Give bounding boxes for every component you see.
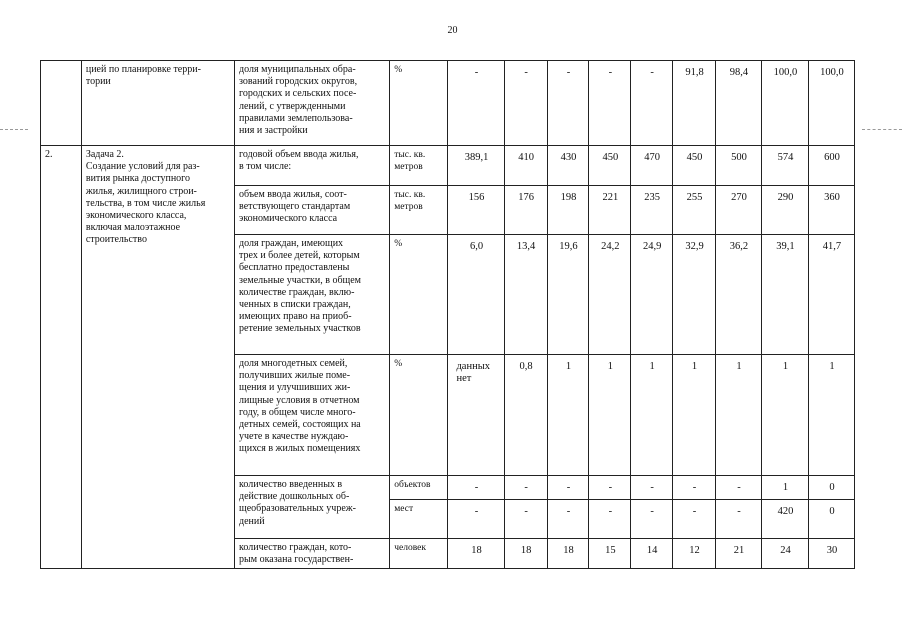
value-cell: - [716, 476, 762, 500]
value-cell: - [504, 500, 547, 539]
unit-cell: % [390, 61, 448, 146]
value-cell: 1 [547, 355, 589, 476]
value-cell: 24,9 [631, 235, 673, 355]
margin-dash-left [0, 129, 28, 131]
value-cell: - [631, 500, 673, 539]
indicator-text: доля многодетных семей, получивших жилые поме- щения и улучшивших жи- лищные условия в отчетном году, в общем числе много- детных семей, состоящих на учете в качестве нуждаю- щихся в жилых помещениях [235, 355, 390, 476]
unit-cell: тыс. кв. метров [390, 186, 448, 235]
unit-cell: объектов [390, 476, 448, 500]
value-cell: 420 [761, 500, 808, 539]
value-cell: - [673, 500, 716, 539]
value-cell: 0 [808, 500, 854, 539]
value-cell: 389,1 [448, 146, 504, 186]
value-cell: - [589, 61, 631, 146]
value-cell: 98,4 [716, 61, 762, 146]
value-cell: 1 [761, 476, 808, 500]
value-cell: 1 [716, 355, 762, 476]
indicators-table [40, 60, 855, 569]
value-cell: - [504, 61, 547, 146]
value-cell: - [547, 61, 589, 146]
value-cell: 450 [589, 146, 631, 186]
value-cell: 430 [547, 146, 589, 186]
value-cell: 221 [589, 186, 631, 235]
value-cell: 32,9 [673, 235, 716, 355]
value-cell: 6,0 [448, 235, 504, 355]
value-cell: 410 [504, 146, 547, 186]
value-cell: 290 [761, 186, 808, 235]
table-row [41, 146, 855, 186]
value-cell: - [547, 476, 589, 500]
value-cell: 24 [761, 539, 808, 569]
margin-dash-right [862, 129, 902, 131]
unit-cell: тыс. кв. метров [390, 146, 448, 186]
value-cell: 198 [547, 186, 589, 235]
indicator-text: доля граждан, имеющих трех и более детей, которым бесплатно предоставлены земельные участки, в общем количестве граждан, вклю- ченных в списки граждан, имеющих право на приоб- ретение земельных участков [235, 235, 390, 355]
value-cell: 13,4 [504, 235, 547, 355]
value-cell: 30 [808, 539, 854, 569]
value-cell: - [448, 476, 504, 500]
unit-cell: мест [390, 500, 448, 539]
indicator-text: годовой объем ввода жилья, в том числе: [235, 146, 390, 186]
value-cell: 574 [761, 146, 808, 186]
value-cell: 91,8 [673, 61, 716, 146]
value-cell: 235 [631, 186, 673, 235]
unit-cell: % [390, 235, 448, 355]
indicator-text: объем ввода жилья, соот- ветствующего стандартам экономического класса [235, 186, 390, 235]
value-cell: данных нет [448, 355, 504, 476]
value-cell: 36,2 [716, 235, 762, 355]
value-cell: - [631, 61, 673, 146]
value-cell: - [716, 500, 762, 539]
value-cell: 1 [761, 355, 808, 476]
value-cell: 176 [504, 186, 547, 235]
value-cell: 0,8 [504, 355, 547, 476]
value-cell: 39,1 [761, 235, 808, 355]
value-cell: 1 [808, 355, 854, 476]
task-text: цией по планировке терри- тории [81, 61, 234, 146]
value-cell: 156 [448, 186, 504, 235]
value-cell: 500 [716, 146, 762, 186]
value-cell: 24,2 [589, 235, 631, 355]
page-number: 20 [447, 25, 458, 36]
row-number: 2. [41, 146, 82, 569]
value-cell: 18 [448, 539, 504, 569]
value-cell: 0 [808, 476, 854, 500]
value-cell: 100,0 [808, 61, 854, 146]
value-cell: 18 [504, 539, 547, 569]
value-cell: 270 [716, 186, 762, 235]
value-cell: 360 [808, 186, 854, 235]
value-cell: - [547, 500, 589, 539]
value-cell: 41,7 [808, 235, 854, 355]
indicator-text: количество введенных в действие дошкольных об- щеобразовательных учреж- дений [235, 476, 390, 539]
indicator-text: количество граждан, кото- рым оказана государствен- [235, 539, 390, 569]
value-cell: 100,0 [761, 61, 808, 146]
value-cell: - [448, 61, 504, 146]
value-cell: 1 [631, 355, 673, 476]
value-cell: - [673, 476, 716, 500]
value-cell: 470 [631, 146, 673, 186]
value-cell: 18 [547, 539, 589, 569]
value-cell: 21 [716, 539, 762, 569]
table-row [41, 61, 855, 146]
unit-cell: % [390, 355, 448, 476]
unit-cell: человек [390, 539, 448, 569]
value-cell: 450 [673, 146, 716, 186]
row-number [41, 61, 82, 146]
value-cell: - [589, 500, 631, 539]
value-cell: - [589, 476, 631, 500]
value-cell: 1 [589, 355, 631, 476]
value-cell: 255 [673, 186, 716, 235]
value-cell: 14 [631, 539, 673, 569]
value-cell: 600 [808, 146, 854, 186]
value-cell: 12 [673, 539, 716, 569]
value-cell: 19,6 [547, 235, 589, 355]
value-cell: - [631, 476, 673, 500]
value-cell: 15 [589, 539, 631, 569]
indicator-text: доля муниципальных обра- зований городских округов, городских и сельских посе- лений, с утвержденными правилами землепользова- ния и застройки [235, 61, 390, 146]
value-cell: - [448, 500, 504, 539]
value-cell: 1 [673, 355, 716, 476]
task-text: Задача 2. Создание условий для раз- вития рынка доступного жилья, жилищного строи- тельства, в том числе жилья экономического класса, включая малоэтажное строительство [81, 146, 234, 569]
value-cell: - [504, 476, 547, 500]
